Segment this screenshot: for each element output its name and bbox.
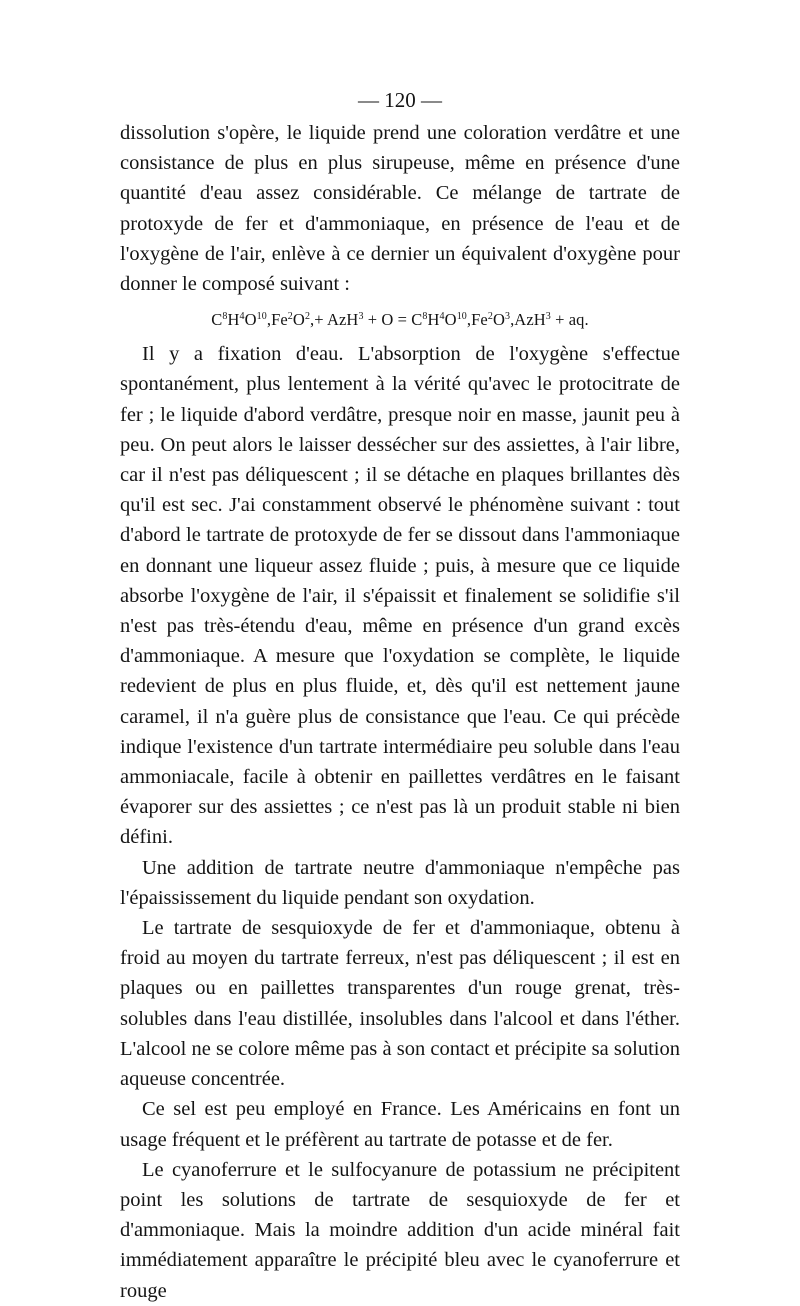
chemical-formula: $C^8H^4O^{10},Fe^2O^2,+ AzH^3 + O = C^8H^4O^{10},Fe^2O^3,AzH^3$ + aq.	[211, 310, 589, 330]
paragraph-tartrate-sesquioxyde: Le tartrate de sesquioxyde de fer et d'ammoniaque, obtenu à froid au moyen du tartrate ferreux, n'est pas déliquescent ; il est en plaques ou en paillettes transparentes d'un rouge grenat, très-solubles dans l'eau distillée, insolubles dans l'alcool et dans l'éther. L'alcool ne se colore même pas à son contact et précipite sa solution aqueuse concentrée.	[120, 917, 680, 1091]
paragraph-addition: Une addition de tartrate neutre d'ammoniaque n'empêche pas l'épaississement du liquide pendant son oxydation.	[120, 856, 680, 909]
paragraph-fixation: Il y a fixation d'eau. L'absorption de l'oxygène s'effectue spontanément, plus lentement à la vérité qu'avec le protocitrate de fer ; le liquide d'abord verdâtre, presque noir en masse, jaunit peu à peu. On peut alors le laisser dessécher sur des assiettes, à l'air libre, car il n'est pas déliquescent ; il se détache en plaques brillantes dès qu'il est sec. J'ai constamment observé le phénomène suivant : tout d'abord le tartrate de protoxyde de fer se dissout dans l'ammoniaque en donnant une liqueur assez fluide ; puis, à mesure que ce liquide absorbe l'oxygène de l'air, il s'épaissit et finalement se solidifie s'il n'est pas très-étendu d'eau, même en présence d'un grand excès d'ammoniaque. A mesure que l'oxydation se complète, le liquide redevient de plus en plus fluide, et, dès qu'il est nettement jaune caramel, il n'a guère plus de consistance que l'eau. Ce qui précède indique l'existence d'un tartrate intermédiaire peu soluble dans l'eau ammoniacale, facile à obtenir en paillettes verdâtres en le faisant évaporer sur des assiettes ; ce n'est pas là un produit stable ni bien défini.	[120, 343, 680, 849]
paragraph-continued: dissolution s'opère, le liquide prend une coloration verdâtre et une consistance de plus en plus sirupeuse, même en présence d'une quantité d'eau assez considérable. Ce mélange de tartrate de protoxyde de fer et d'ammoniaque, en présence de l'eau et de l'oxygène de l'air, enlève à ce dernier un équivalent d'oxygène pour donner le composé suivant :	[120, 122, 680, 296]
paragraph-usage: Ce sel est peu employé en France. Les Américains en font un usage fréquent et le préfèrent au tartrate de potasse et de fer.	[120, 1098, 680, 1151]
paragraph-cyanoferrure: Le cyanoferrure et le sulfocyanure de potassium ne précipitent point les solutions de tartrate de sesquioxyde de fer et d'ammoniaque. Mais la moindre addition d'un acide minéral fait immédiatement apparaître le précipité bleu avec le cyanoferrure et rouge	[120, 1158, 680, 1302]
page-number: — 120 —	[358, 88, 442, 112]
book-page	[120, 88, 680, 1306]
